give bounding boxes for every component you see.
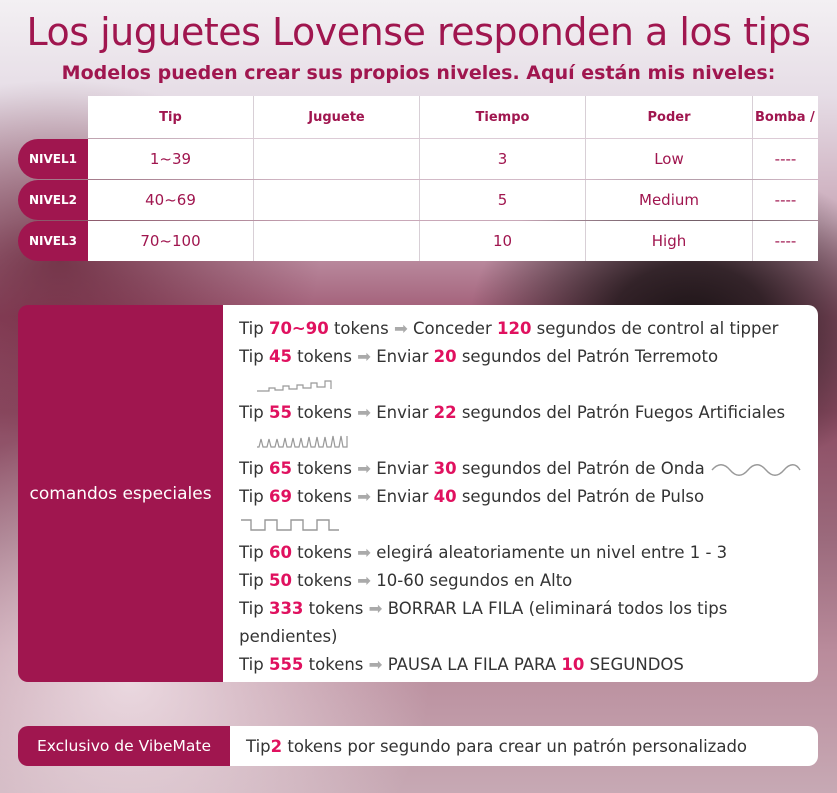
command-prefix: Tip xyxy=(239,319,269,338)
arrow-right-icon: ➡ xyxy=(357,571,371,590)
command-tokens: tokens xyxy=(291,543,358,562)
level-toy xyxy=(254,221,420,261)
vibemate-detail: tokens por segundo para crear un patrón personalizado xyxy=(282,736,748,756)
level-time: 10 xyxy=(420,221,586,261)
level-row xyxy=(18,139,818,179)
command-action: elegirá aleatoriamente un nivel entre 1 - 3 xyxy=(371,543,728,562)
command-tokens: tokens xyxy=(291,347,358,366)
level-time: 5 xyxy=(420,180,586,220)
command-line xyxy=(239,399,802,427)
command-prefix: Tip xyxy=(239,459,269,478)
column-header-pump: Bomba / xyxy=(753,96,818,138)
level-toy xyxy=(254,139,420,179)
command-line xyxy=(239,595,802,651)
special-commands-list xyxy=(223,305,818,682)
command-amount: 45 xyxy=(268,347,292,366)
command-amount: 60 xyxy=(268,543,292,562)
vibemate-amount: 2 xyxy=(270,736,283,756)
command-prefix: Tip xyxy=(239,599,269,618)
command-line xyxy=(239,343,802,371)
earthquake-pattern-icon xyxy=(239,371,802,399)
command-detail: segundos del Patrón Terremoto xyxy=(456,347,719,366)
command-line xyxy=(239,455,802,483)
arrow-right-icon: ➡ xyxy=(357,347,371,366)
command-action: Enviar xyxy=(371,487,434,506)
command-value: 20 xyxy=(433,347,457,366)
command-value: 22 xyxy=(433,403,457,422)
level-tip-range: 70~100 xyxy=(88,221,254,261)
command-line xyxy=(239,651,802,679)
pulse-pattern-icon xyxy=(239,511,802,539)
command-tokens: tokens xyxy=(291,487,358,506)
command-action: Conceder xyxy=(407,319,497,338)
command-tokens: tokens xyxy=(291,459,358,478)
level-pump: ---- xyxy=(753,221,818,261)
column-header-power: Poder xyxy=(586,96,753,138)
command-action: Enviar xyxy=(371,403,434,422)
command-action: Enviar xyxy=(371,459,434,478)
arrow-right-icon: ➡ xyxy=(368,599,383,618)
command-amount: 69 xyxy=(268,487,292,506)
special-commands-panel xyxy=(18,305,818,682)
level-power: Medium xyxy=(586,180,753,220)
command-line xyxy=(239,483,802,511)
level-pump: ---- xyxy=(753,139,818,179)
command-prefix: Tip xyxy=(239,487,269,506)
level-row xyxy=(18,180,818,220)
arrow-right-icon: ➡ xyxy=(357,543,371,562)
command-value: 30 xyxy=(433,459,457,478)
page-title: Los juguetes Lovense responden a los tips xyxy=(26,10,811,54)
command-amount: 333 xyxy=(268,599,304,618)
vibemate-prefix: Tip xyxy=(246,736,271,756)
command-tokens: tokens xyxy=(291,571,358,590)
command-prefix: Tip xyxy=(239,571,269,590)
level-row xyxy=(18,221,818,261)
command-action: Enviar xyxy=(371,347,434,366)
command-prefix: Tip xyxy=(239,655,269,674)
levels-header-row xyxy=(88,96,818,138)
command-line xyxy=(239,315,802,343)
command-detail: segundos de control al tipper xyxy=(531,319,779,338)
command-line xyxy=(239,567,802,595)
command-value: 10 xyxy=(561,655,585,674)
wave-pattern-icon xyxy=(710,462,802,478)
level-label: NIVEL1 xyxy=(18,139,88,179)
command-tokens: tokens xyxy=(303,655,369,674)
column-header-toy: Juguete xyxy=(254,96,420,138)
column-header-tip: Tip xyxy=(88,96,254,138)
command-amount: 50 xyxy=(268,571,292,590)
fireworks-pattern-icon xyxy=(239,427,802,455)
command-amount: 70~90 xyxy=(268,319,329,338)
level-power: High xyxy=(586,221,753,261)
level-toy xyxy=(254,180,420,220)
command-tokens: tokens xyxy=(291,403,358,422)
command-amount: 555 xyxy=(268,655,304,674)
command-prefix: Tip xyxy=(239,347,269,366)
command-value: 120 xyxy=(496,319,532,338)
level-pump: ---- xyxy=(753,180,818,220)
command-value: 40 xyxy=(433,487,457,506)
level-time: 3 xyxy=(420,139,586,179)
command-action: BORRAR LA FILA (eliminará todos los tips pendientes) xyxy=(239,599,728,646)
command-action: 10-60 segundos en Alto xyxy=(371,571,573,590)
special-commands-label: comandos especiales xyxy=(18,305,223,682)
level-power: Low xyxy=(586,139,753,179)
command-detail: SEGUNDOS xyxy=(584,655,684,674)
vibemate-label: Exclusivo de VibeMate xyxy=(18,726,230,766)
arrow-right-icon: ➡ xyxy=(357,459,371,478)
arrow-right-icon: ➡ xyxy=(357,403,371,422)
command-amount: 55 xyxy=(268,403,292,422)
command-line xyxy=(239,539,802,567)
vibemate-panel xyxy=(18,726,818,766)
command-tokens: tokens xyxy=(303,599,369,618)
command-prefix: Tip xyxy=(239,403,269,422)
column-header-time: Tiempo xyxy=(420,96,586,138)
command-detail: segundos del Patrón de Onda xyxy=(456,459,705,478)
level-label: NIVEL2 xyxy=(18,180,88,220)
level-tip-range: 1~39 xyxy=(88,139,254,179)
arrow-right-icon: ➡ xyxy=(393,319,408,338)
command-action: PAUSA LA FILA PARA xyxy=(382,655,562,674)
level-label: NIVEL3 xyxy=(18,221,88,261)
command-amount: 65 xyxy=(268,459,292,478)
level-tip-range: 40~69 xyxy=(88,180,254,220)
vibemate-description xyxy=(230,726,818,766)
command-tokens: tokens xyxy=(328,319,394,338)
command-detail: segundos del Patrón de Pulso xyxy=(456,487,705,506)
command-detail: segundos del Patrón Fuegos Artificiales xyxy=(456,403,786,422)
arrow-right-icon: ➡ xyxy=(357,487,371,506)
arrow-right-icon: ➡ xyxy=(368,655,383,674)
page-subtitle: Modelos pueden crear sus propios niveles. Aquí están mis niveles: xyxy=(61,62,776,84)
command-prefix: Tip xyxy=(239,543,269,562)
